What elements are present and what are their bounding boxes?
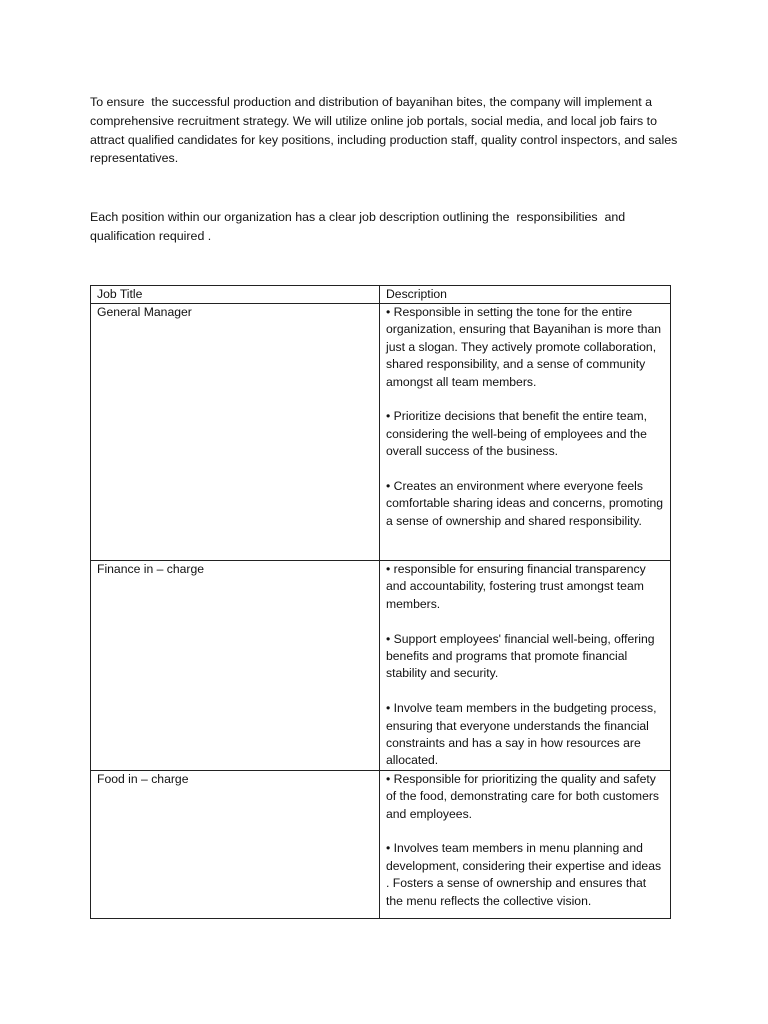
description-cell [380, 561, 671, 771]
job-description-table [90, 285, 671, 919]
responsibility-item: • Creates an environment where everyone feels comfortable sharing ideas and concerns, promoting a sense of ownership and shared responsibility. [386, 479, 667, 528]
responsibility-item: • responsible for ensuring financial transparency and accountability, fostering trust amongst team members. [386, 562, 650, 611]
job-title-cell: Food in – charge [91, 770, 380, 918]
table-row [91, 770, 671, 918]
table-row [91, 304, 671, 561]
job-title-cell: Finance in – charge [91, 561, 380, 771]
responsibility-item: • Involve team members in the budgeting process, ensuring that everyone understands the financial constraints and has a say in how resources are allocated. [386, 701, 660, 768]
table-header-row [91, 286, 671, 304]
job-title-cell: General Manager [91, 304, 380, 561]
responsibility-item: • Responsible for prioritizing the quality and safety of the food, demonstrating care for both customers and employees. [386, 771, 663, 821]
responsibility-item: • Prioritize decisions that benefit the entire team, considering the well-being of employees and the overall success of the business. [386, 409, 651, 459]
description-cell [380, 770, 671, 918]
table-row [91, 561, 671, 771]
responsibility-item: • Involves team members in menu planning and development, considering their expertise and ideas . Fosters a sense of ownership and ensures that the menu reflects the collective vision. [386, 841, 665, 908]
responsibility-item: • Responsible in setting the tone for the entire organization, ensuring that Bayanihan is more than just a slogan. They actively promote collaboration, shared responsibility, and a sense of community amongst all team members. [386, 305, 665, 389]
description-cell [380, 304, 671, 561]
intro-paragraph: To ensure the successful production and distribution of bayanihan bites, the company will implement a comprehensive recruitment strategy. We will utilize online job portals, social media, and local job fairs to attract qualified candidates for key positions, including production staff, quality control inspectors, and sales representatives. [90, 95, 681, 166]
header-job-title: Job Title [91, 286, 380, 304]
job-description-paragraph: Each position within our organization has a clear job description outlining the responsibilities and qualification required . [90, 210, 629, 243]
header-description: Description [380, 286, 671, 304]
responsibility-item: • Support employees' financial well-being, offering benefits and programs that promote financial stability and security. [386, 631, 658, 681]
